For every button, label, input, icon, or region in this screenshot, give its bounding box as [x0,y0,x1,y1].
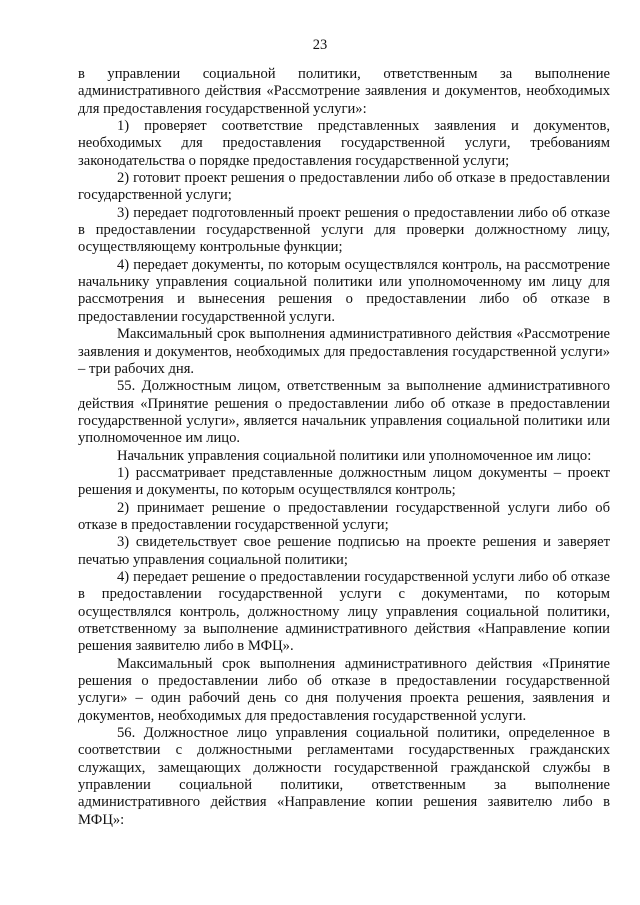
page-number: 23 [312,37,328,53]
paragraph: 4) передает документы, по которым осуществлялся контроль, на рассмотрение начальнику управления социальной политики или уполномоченному им лицу для рассмотрения и вынесения решения о предоставлении либо об отказе в предоставлении государственной услуги. [78,256,610,325]
paragraph: 2) принимает решение о предоставлении государственной услуги либо об отказе в предоставлении государственной услуги; [78,499,610,533]
paragraph: 3) свидетельствует свое решение подписью на проекте решения и заверяет печатью управления социальной политики; [78,534,610,568]
paragraph: 3) передает подготовленный проект решения о предоставлении либо об отказе в предоставлении государственной услуги для проверки должностному лицу, осуществляющему контрольные функции; [78,204,610,256]
paragraph: Максимальный срок выполнения административного действия «Принятие решения о предоставлении либо об отказе в предоставлении государственной услуги» – один рабочий день со дня получения проекта решения, заявления и документов, необходимых для предоставления государственной услуги. [78,655,610,724]
paragraph: 1) проверяет соответствие представленных заявления и документов, необходимых для предоставления государственной услуги, требованиям законодательства о порядке предоставления государственной услуги; [78,118,610,169]
paragraph: 55. Должностным лицом, ответственным за выполнение административного действия «Принятие решения о предоставлении либо об отказе в предоставлении государственной услуги», является начальник управления социальной политики или уполномоченное им лицо. [78,378,610,447]
paragraph: 2) готовит проект решения о предоставлении либо об отказе в предоставлении государственной услуги; [78,170,610,204]
paragraph: Максимальный срок выполнения административного действия «Рассмотрение заявления и документов, необходимых для предоставления государственной услуги» – три рабочих дня. [78,326,610,377]
paragraph: 1) рассматривает представленные должностным лицом документы – проект решения и документы, по которым осуществлялся контроль; [78,464,610,499]
paragraph: 4) передает решение о предоставлении государственной услуги либо об отказе в предоставлении государственной услуги с документами, по которым осуществлялся контроль, должностному лицу управления социальной политики, ответственному за выполнение административного действия «Направление копии решения заявителю либо в МФЦ». [78,568,610,655]
paragraph: 56. Должностное лицо управления социальной политики, определенное в соответствии с должностными регламентами государственных гражданских служащих, замещающих должности государственной гражданской службы в управлении социальной политики, ответственным за выполнение административного действия «Направление копии решения заявителю либо в МФЦ»: [78,725,610,828]
paragraph: в управлении социальной политики, ответственным за выполнение административного действия «Рассмотрение заявления и документов, необходимых для предоставления государственной услуги»: [78,66,610,117]
document-body [78,66,610,829]
paragraph: Начальник управления социальной политики или уполномоченное им лицо: [117,447,592,464]
